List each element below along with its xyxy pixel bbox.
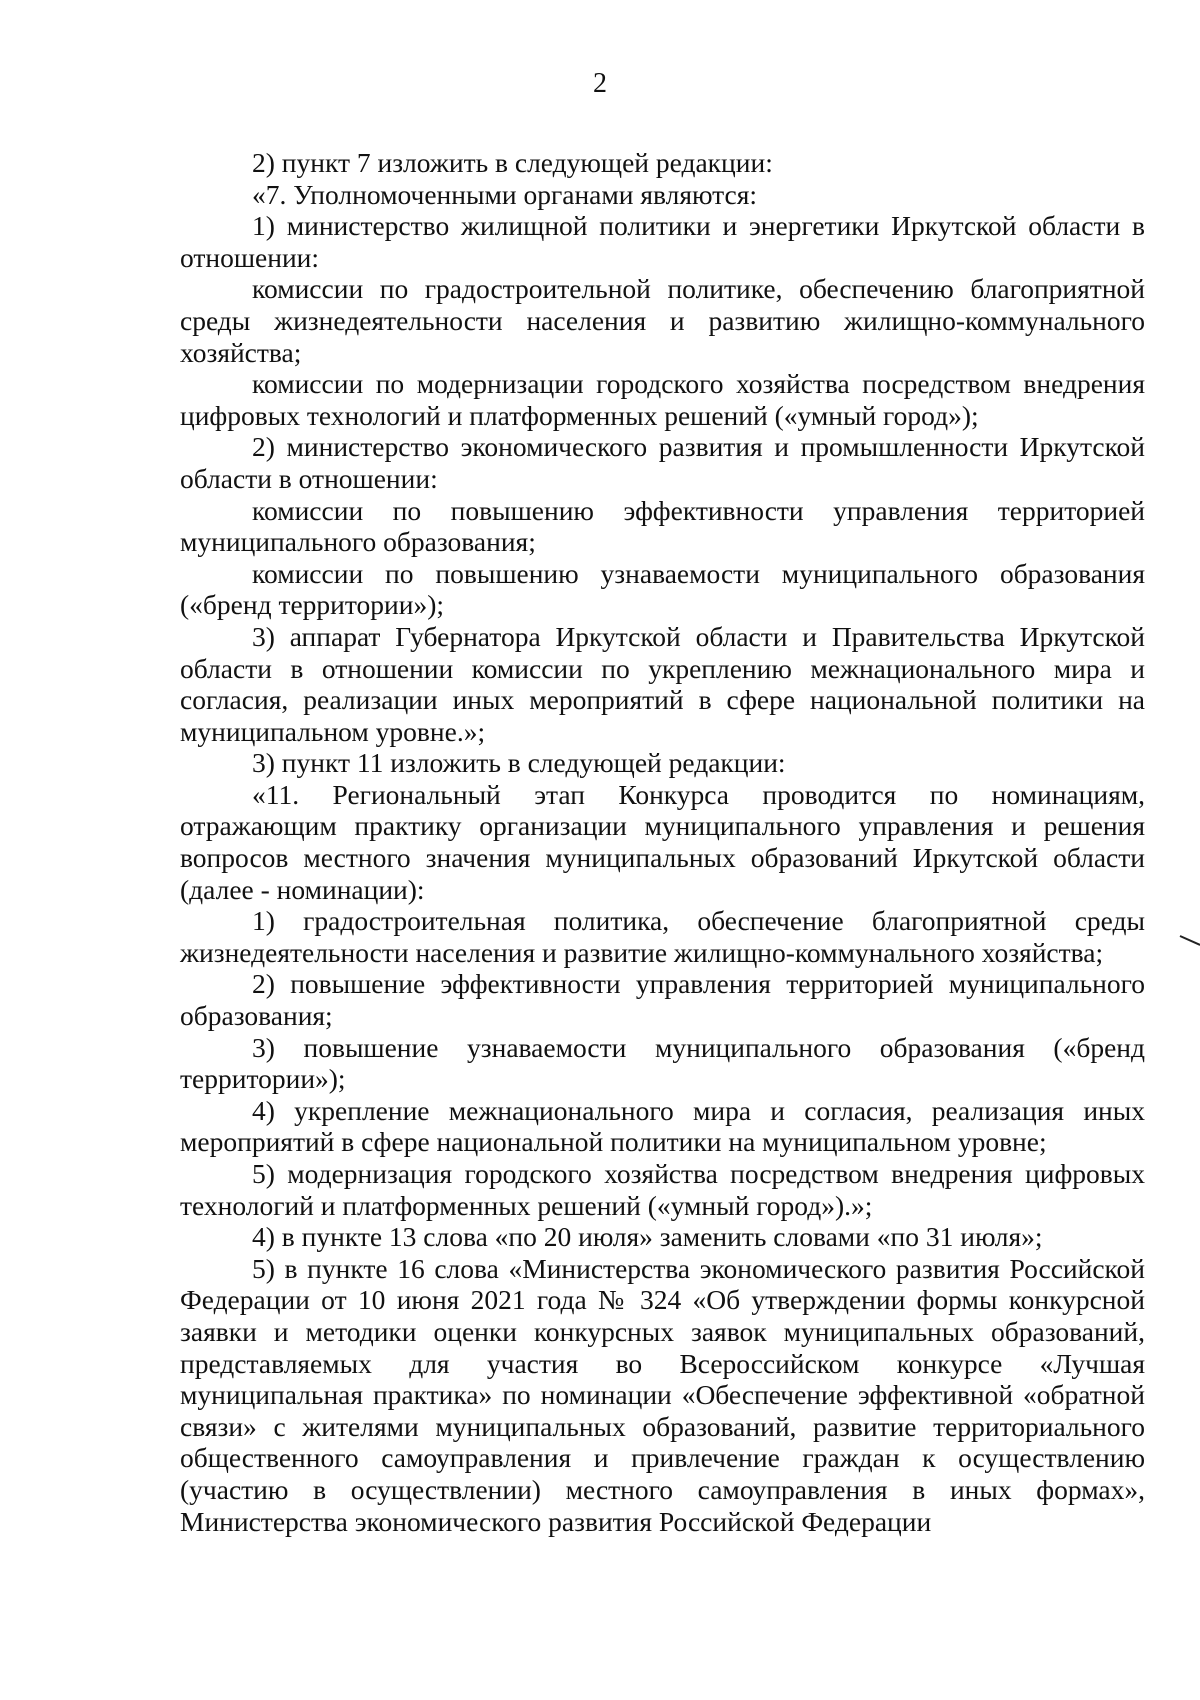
paragraph-item-11-header: 3) пункт 11 изложить в следующей редакции: bbox=[252, 747, 786, 779]
paragraph-ministry-economy: 2) министерство экономического развития и промышленности Иркутской области в отношении: bbox=[180, 431, 1145, 494]
paragraph-nomination-5: 5) модернизация городского хозяйства посредством внедрения цифровых технологий и платформенных решений («умный город»).»; bbox=[180, 1158, 1145, 1221]
paragraph-item-7-header: 2) пункт 7 изложить в следующей редакции: bbox=[252, 147, 773, 178]
margin-pen-mark bbox=[1180, 935, 1200, 946]
paragraph-nomination-2: 2) повышение эффективности управления территорией муниципального образования; bbox=[180, 968, 1145, 1032]
paragraph-nomination-4: 4) укрепление межнационального мира и согласия, реализация иных мероприятий в сфере национальной политики на муниципальном уровне; bbox=[180, 1094, 1145, 1158]
paragraph-governor-apparatus: 3) аппарат Губернатора Иркутской области и Правительства Иркутской области в отношении комиссии по укреплению межнационального мира и согласия, реализации иных мероприятий в сфере национальной политики на муниципальном уровне.»; bbox=[180, 620, 1145, 747]
paragraph-commission-brand: комиссии по повышению узнаваемости муниципального образования («бренд территории»); bbox=[180, 557, 1145, 621]
paragraph-item-11-text: «11. Региональный этап Конкурса проводится по номинациям, отражающим практику организации муниципального управления и решения вопросов местного значения муниципальных образований Иркутской области (далее - номинации): bbox=[180, 778, 1145, 905]
paragraph-commission-urban-policy: комиссии по градостроительной политике, обеспечению благоприятной среды жизнедеятельности населения и развитию жилищно-коммунального хозяйства; bbox=[180, 273, 1145, 368]
page-number: 2 bbox=[593, 68, 607, 99]
paragraph-ministry-housing: 1) министерство жилищной политики и энергетики Иркутской области в отношении: bbox=[180, 210, 1145, 273]
paragraph-item-16-change: 5) в пункте 16 слова «Министерства экономического развития Российской Федерации от 10 июня 2021 года № 324 «Об утверждении формы конкурсной заявки и методики оценки конкурсных заявок муниципальных образований, представляемых для участия во Всероссийском конкурсе «Лучшая муниципальная практика» по номинации «Обеспечение эффективной «обратной связи» с жителями муниципальных образований, развитие территориального общественного самоуправления и привлечение граждан к осуществлению (участию в осуществлении) местного самоуправления в иных формах», Министерства экономического развития Российской Федерации bbox=[180, 1252, 1145, 1537]
document-body bbox=[180, 147, 1145, 1537]
paragraph-commission-territory-management: комиссии по повышению эффективности управления территорией муниципального образования; bbox=[180, 494, 1145, 558]
paragraph-nomination-3: 3) повышение узнаваемости муниципального образования («бренд территории»); bbox=[180, 1031, 1145, 1095]
paragraph-item-13-change: 4) в пункте 13 слова «по 20 июля» заменить словами «по 31 июля»; bbox=[252, 1221, 1043, 1253]
paragraph-nomination-1: 1) градостроительная политика, обеспечение благоприятной среды жизнедеятельности населения и развитие жилищно-коммунального хозяйства; bbox=[180, 905, 1145, 968]
paragraph-commission-smart-city: комиссии по модернизации городского хозяйства посредством внедрения цифровых технологий и платформенных решений («умный город»); bbox=[180, 368, 1145, 431]
paragraph-item-7-title: «7. Уполномоченными органами являются: bbox=[252, 178, 758, 210]
